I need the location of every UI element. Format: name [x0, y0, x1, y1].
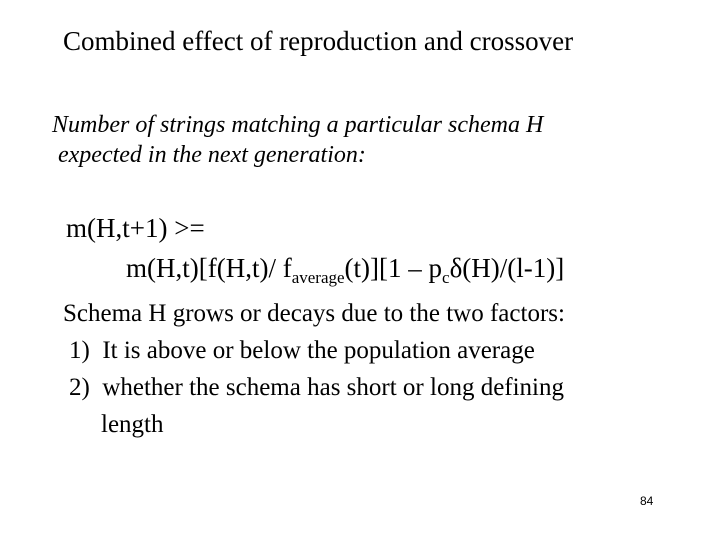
body-line-2: 1) It is above or below the population average: [69, 337, 535, 364]
page-number: 84: [640, 494, 654, 508]
formula-line-2: [126, 253, 565, 287]
formula-line-1: m(H,t+1) >=: [66, 213, 205, 243]
formula-part-c: δ(H)/(l-1)]: [449, 253, 565, 283]
formula-sub-average: average: [291, 268, 345, 287]
formula-part-b: (t)][1 – p: [344, 253, 443, 283]
body-line-4: length: [101, 411, 164, 438]
subtitle-line-1: Number of strings matching a particular schema H: [52, 112, 544, 138]
formula-sub-c: c: [442, 268, 450, 287]
body-line-1: Schema H grows or decays due to the two factors:: [63, 300, 565, 327]
formula-part-a: m(H,t)[f(H,t)/ f: [126, 253, 292, 283]
subtitle-line-2: expected in the next generation:: [52, 142, 366, 168]
subtitle: [52, 110, 543, 170]
body-line-3: 2) whether the schema has short or long defining: [69, 374, 565, 401]
slide-title: Combined effect of reproduction and crossover: [63, 26, 574, 56]
